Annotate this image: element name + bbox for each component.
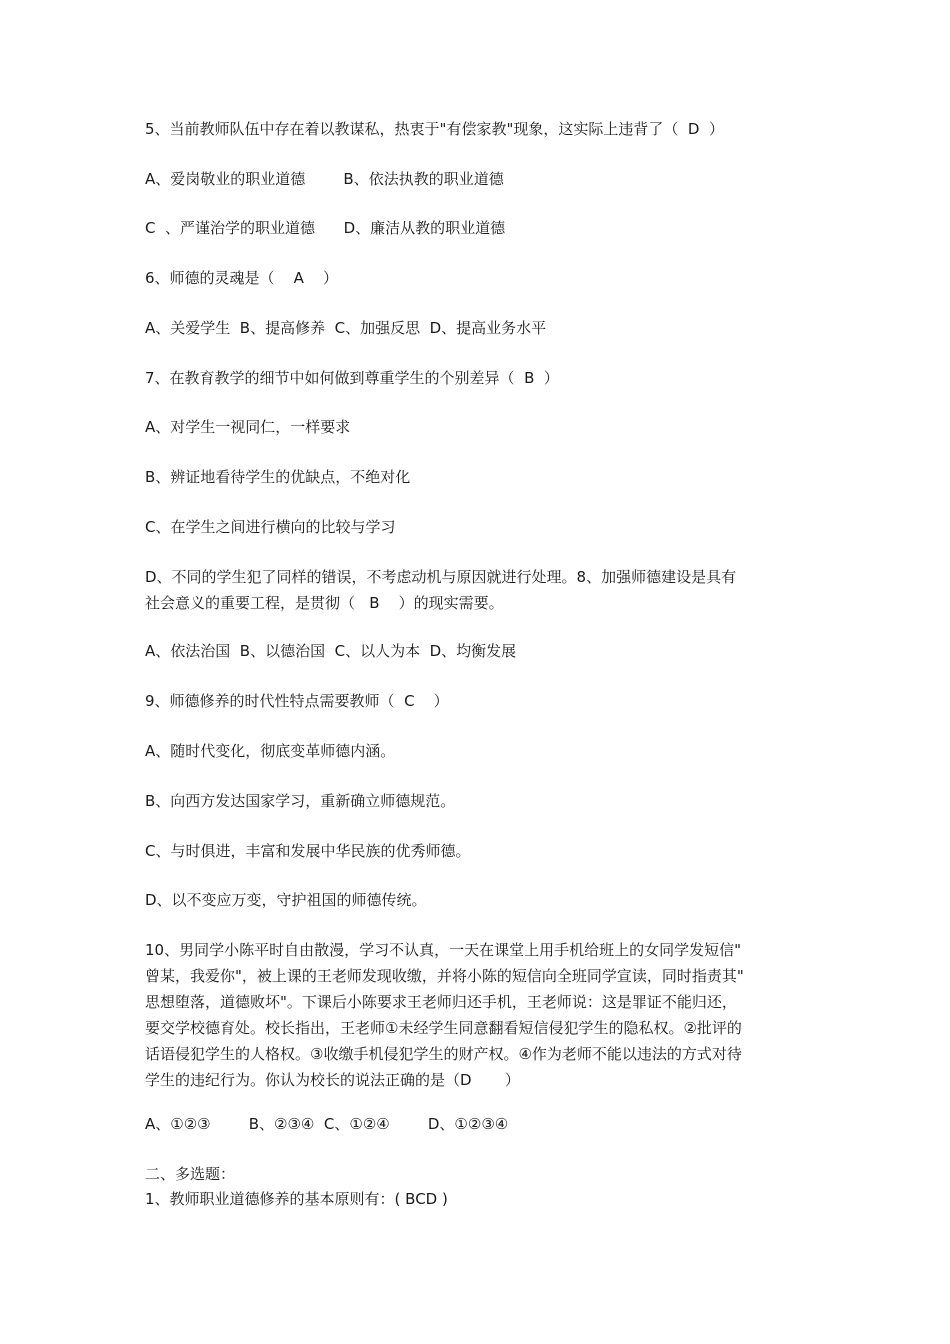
q5-options-cd: C 、严谨治学的职业道德 D、廉洁从教的职业道德 xyxy=(145,219,506,237)
para-line: 话语侵犯学生的人格权。③收缴手机侵犯学生的财产权。④作为老师不能以违法的方式对待 xyxy=(145,1045,742,1063)
para-line: 10、男同学小陈平时自由散漫，学习不认真，一天在课堂上用手机给班上的女同学发短信" xyxy=(145,941,741,959)
para-line: 学生的违纪行为。你认为校长的说法正确的是（D ） xyxy=(145,1071,520,1089)
q6-options: A、关爱学生 B、提高修养 C、加强反思 D、提高业务水平 xyxy=(145,319,547,337)
q9-option-d: D、以不变应万变，守护祖国的师德传统。 xyxy=(145,891,427,909)
question-6: 6、师德的灵魂是（ A ） xyxy=(145,269,338,287)
q9-option-a: A、随时代变化，彻底变革师德内涵。 xyxy=(145,742,396,760)
q9-option-b: B、向西方发达国家学习，重新确立师德规范。 xyxy=(145,792,456,810)
para-line: 思想堕落，道德败坏"。下课后小陈要求王老师归还手机，王老师说：这是罪证不能归还， xyxy=(145,993,737,1011)
question-7: 7、在教育教学的细节中如何做到尊重学生的个别差异（ B ） xyxy=(145,369,559,387)
question-9: 9、师德修养的时代性特点需要教师（ C ） xyxy=(145,692,449,710)
q7-option-a: A、对学生一视同仁，一样要求 xyxy=(145,418,351,436)
question-10 xyxy=(145,937,810,1093)
para-line: 社会意义的重要工程，是贯彻（ B ）的现实需要。 xyxy=(145,594,504,612)
multi-question-1: 1、教师职业道德修养的基本原则有：( BCD ) xyxy=(145,1190,448,1208)
q8-options: A、依法治国 B、以德治国 C、以人为本 D、均衡发展 xyxy=(145,642,517,660)
para-line: D、不同的学生犯了同样的错误，不考虑动机与原因就进行处理。8、加强师德建设是具有 xyxy=(145,568,737,586)
q7-option-b: B、辨证地看待学生的优缺点，不绝对化 xyxy=(145,468,411,486)
para-line: 要交学校德育处。校长指出，王老师①未经学生同意翻看短信侵犯学生的隐私权。②批评的 xyxy=(145,1019,742,1037)
section-heading-multiple-choice: 二、多选题： xyxy=(145,1165,236,1183)
q9-option-c: C、与时俱进，丰富和发展中华民族的优秀师德。 xyxy=(145,842,471,860)
para-line: 曾某，我爱你"，被上课的王老师发现收缴，并将小陈的短信向全班同学宣读，同时指责其" xyxy=(145,967,744,985)
q7-option-d-and-question-8 xyxy=(145,564,810,616)
q7-option-c: C、在学生之间进行横向的比较与学习 xyxy=(145,518,396,536)
q5-options-ab: A、爱岗敬业的职业道德 B、依法执教的职业道德 xyxy=(145,170,504,188)
question-5: 5、当前教师队伍中存在着以教谋私，热衷于"有偿家教"现象，这实际上违背了（ D ） xyxy=(145,120,724,138)
q10-options: A、①②③ B、②③④ C、①②④ D、①②③④ xyxy=(145,1115,509,1133)
